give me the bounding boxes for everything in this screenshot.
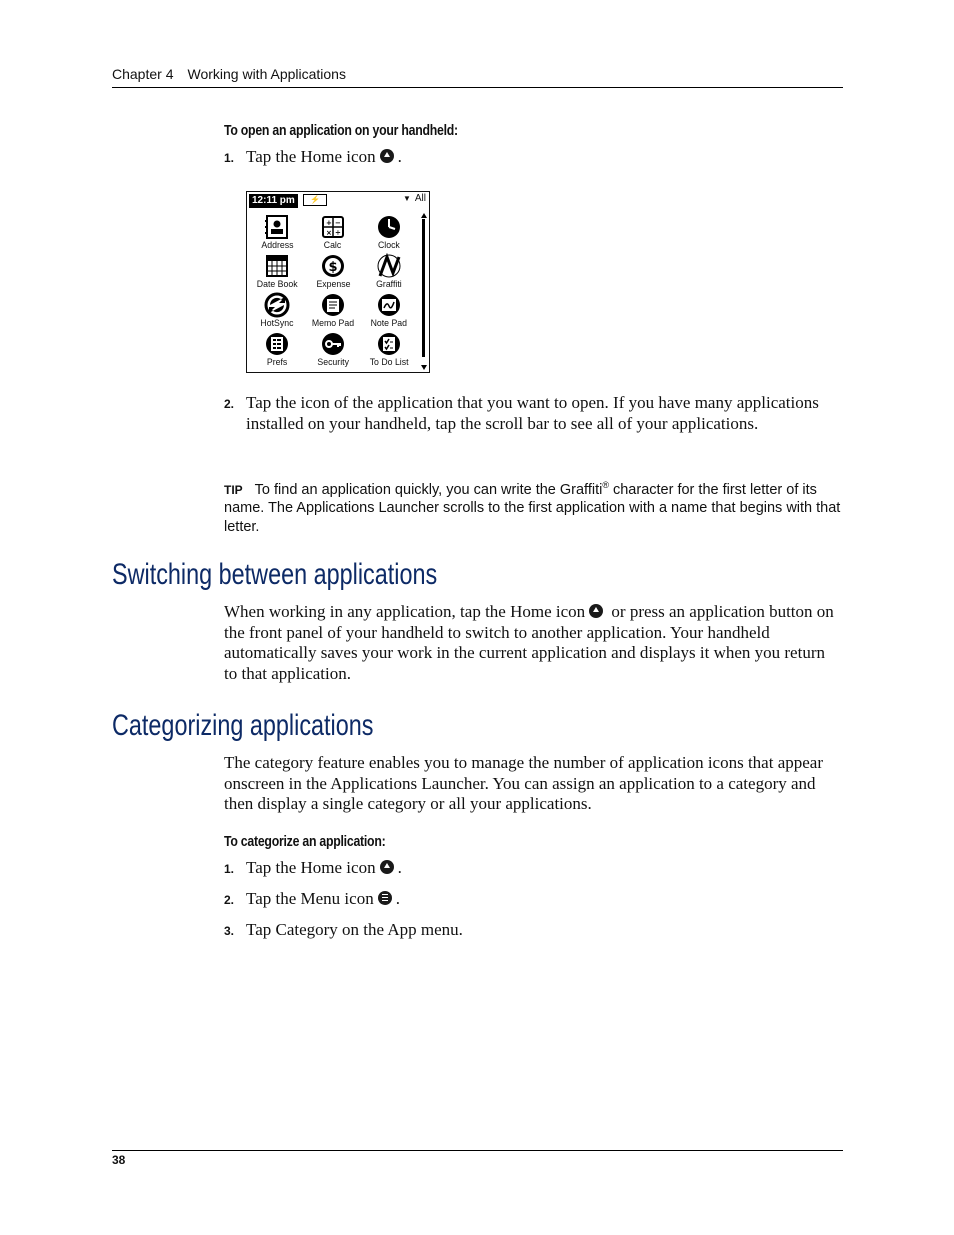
svg-text:−: − <box>335 219 341 227</box>
date-book-icon <box>264 253 290 279</box>
app-grid <box>249 214 417 370</box>
app-label: Address <box>260 240 294 251</box>
menu-icon <box>378 891 392 905</box>
app-label: Prefs <box>266 357 288 368</box>
palm-scrollbar[interactable] <box>421 213 426 370</box>
app-security[interactable] <box>305 331 361 370</box>
step-end: . <box>397 147 402 166</box>
procedure-heading-categorize: To categorize an application: <box>224 833 386 850</box>
scroll-track <box>422 219 425 357</box>
svg-text:+: + <box>326 219 332 227</box>
dropdown-arrow-icon: ▼ <box>402 194 411 203</box>
chapter-label: Chapter 4 <box>112 66 174 82</box>
clock-icon <box>376 214 402 240</box>
categorize-step-1 <box>224 857 844 879</box>
app-label: To Do List <box>369 357 409 368</box>
battery-icon: ⚡ <box>303 194 327 206</box>
app-calc[interactable] <box>305 214 361 253</box>
switching-text-after: or press an application button on the front panel of your handheld to switch to another application. Your handheld automatically saves your work in the current application and displays it when you return to that application. <box>224 602 834 683</box>
app-label: Expense <box>315 279 351 290</box>
app-label: Graffiti <box>376 279 402 290</box>
tip-text-before: To find an application quickly, you can write the Graffiti <box>254 481 603 498</box>
memo-pad-icon <box>320 292 346 318</box>
categorize-step-2 <box>224 888 844 910</box>
app-label: Security <box>317 357 349 368</box>
header-rule <box>112 87 843 88</box>
app-label: Memo Pad <box>311 318 355 329</box>
app-label: HotSync <box>260 318 294 329</box>
palm-launcher-screen <box>246 191 430 373</box>
svg-text:$: $ <box>328 260 338 275</box>
app-clock[interactable] <box>361 214 417 253</box>
step-text: Tap the Home icon <box>246 858 376 877</box>
home-icon <box>380 860 394 874</box>
step-end: . <box>397 858 402 877</box>
to-do-list-icon <box>376 331 402 357</box>
prefs-icon <box>264 331 290 357</box>
svg-text:÷: ÷ <box>335 229 341 237</box>
step-text: Tap the icon of the application that you want to open. If you have many applications installed on your handheld, tap the scroll bar to see all of your applications. <box>246 393 819 433</box>
calc-icon <box>320 214 346 240</box>
page-number: 38 <box>112 1153 126 1167</box>
tip-text-after: character for the first letter of its name. The Applications Launcher scrolls to the first application with a name that begins with that letter. <box>224 481 841 535</box>
note-pad-icon <box>376 292 402 318</box>
section-title-switching: Switching between applications <box>112 558 438 591</box>
switching-paragraph <box>224 602 840 684</box>
app-date-book[interactable] <box>249 253 305 292</box>
app-label: Clock <box>378 240 400 251</box>
app-note-pad[interactable] <box>361 292 417 331</box>
home-icon <box>589 604 603 618</box>
chapter-title: Working with Applications <box>187 66 346 82</box>
procedure-heading-open: To open an application on your handheld: <box>224 122 458 139</box>
step-text: Tap the Menu icon <box>246 889 374 908</box>
palm-title-bar <box>247 192 429 210</box>
step-text: Tap the Home icon <box>246 147 376 166</box>
step-number: 1. <box>224 151 235 165</box>
scroll-down-icon <box>421 365 427 370</box>
address-icon <box>264 214 290 240</box>
graffiti-icon <box>376 253 402 279</box>
open-step-2 <box>224 392 844 458</box>
categorize-step-3 <box>224 919 844 941</box>
hotsync-icon <box>264 292 290 318</box>
step-number: 2. <box>224 893 235 907</box>
step-number: 2. <box>224 397 235 411</box>
footer-rule <box>112 1150 843 1151</box>
switching-text-before: When working in any application, tap the Home icon <box>224 602 586 621</box>
categorizing-paragraph: The category feature enables you to manage the number of application icons that appear onscreen in the Applications Launcher. You can assign an application to a category and then display a single category or all your applications. <box>224 753 824 813</box>
app-expense[interactable] <box>305 253 361 292</box>
app-address[interactable] <box>249 214 305 253</box>
section-title-categorizing: Categorizing applications <box>112 709 374 742</box>
palm-time: 12:11 pm <box>249 194 298 208</box>
security-icon <box>320 331 346 357</box>
open-step-1 <box>224 146 844 168</box>
registered-mark: ® <box>602 480 609 490</box>
tip-block <box>224 476 842 536</box>
app-to-do-list[interactable] <box>361 331 417 370</box>
step-end: . <box>395 889 400 908</box>
app-memo-pad[interactable] <box>305 292 361 331</box>
app-hotsync[interactable] <box>249 292 305 331</box>
tip-label: TIP <box>224 482 243 497</box>
expense-icon <box>320 253 346 279</box>
step-text: Tap Category on the App menu. <box>246 920 463 939</box>
app-label: Calc <box>324 240 342 251</box>
scroll-up-icon <box>421 213 427 218</box>
app-prefs[interactable] <box>249 331 305 370</box>
app-graffiti[interactable] <box>361 253 417 292</box>
svg-text:×: × <box>326 229 332 237</box>
category-value: All <box>414 193 426 204</box>
app-label: Date Book <box>256 279 298 290</box>
step-number: 3. <box>224 924 235 938</box>
step-number: 1. <box>224 862 235 876</box>
category-picker[interactable] <box>403 193 426 204</box>
running-head <box>112 66 346 82</box>
app-label: Note Pad <box>370 318 408 329</box>
home-icon <box>380 149 394 163</box>
